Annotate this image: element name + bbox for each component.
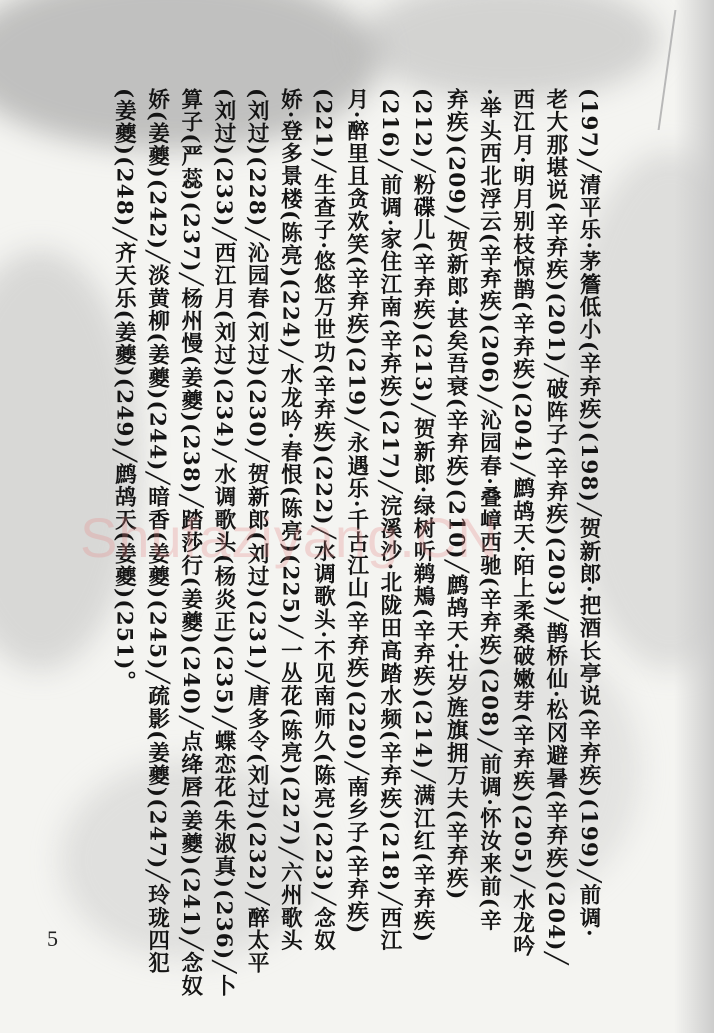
vertical-text-block — [111, 88, 605, 998]
text-column: 娇(姜夔)(242)╱淡黄柳(姜夔)(244)╱暗香(姜夔)(245)╱疏影(姜夔)(247)╱玲珑四犯 — [144, 88, 170, 975]
text-column: ·举头西北浮云(辛弃疾)(206)╱沁园春·叠嶂西驰(辛弃疾)(208)╱前调·怀汝来前(辛 — [476, 88, 502, 932]
text-column: (221)╱生查子·悠悠万世功(辛弃疾)(222)╱水调歌头·不见南师久(陈亮)(223)╱念奴 — [310, 88, 336, 952]
text-column: 西江月·明月别枝惊鹊(辛弃疾)(204)╱鹧鸪天·陌上柔桑破嫩芽(辛弃疾)(205)╱水龙吟 — [509, 88, 535, 958]
text-column: 月·醉里且贪欢笑(辛弃疾)(219)╱永遇乐·千古江山(辛弃疾)(220)╱南乡子(辛弃疾) — [343, 88, 369, 935]
text-column: (216)╱前调·家住江南(辛弃疾)(217)╱浣溪沙·北陇田高踏水频(辛弃疾)(218)╱西江 — [376, 88, 402, 952]
text-column: (212)╱粉碟儿(辛弃疾)(213)╱贺新郎·绿树听鹈鴂(辛弃疾)(214)╱满江红(辛弃疾) — [410, 88, 436, 944]
text-column: 算子(严蕊)(237)╱杨州慢(姜夔)(238)╱踏莎行(姜夔)(240)╱点绛唇(姜夔)(241)╱念奴 — [177, 88, 203, 998]
text-column: (姜夔)(248)╱齐天乐(姜夔)(249)╱鹧鸪天(姜夔)(251)。 — [111, 88, 137, 694]
text-column: 弃疾)(209)╱贺新郎·甚矣吾衰(辛弃疾)(210)╱鹧鸪天·壮岁旌旗拥万夫(辛弃疾) — [443, 88, 469, 901]
text-column: (刘过)(233)╱西江月(刘过)(234)╱水调歌头(杨炎正)(235)╱蝶恋花(朱淑真)(236)╱卜 — [210, 88, 236, 998]
scan-smudge — [360, 0, 660, 100]
watermark: Shufaziyang.CN — [80, 506, 499, 569]
text-column: (197)╱清平乐·茅簷低小(辛弃疾)(198)╱贺新郎·把酒长亭说(辛弃疾)(199)╱前调· — [576, 88, 601, 938]
text-column: (刘过)(228)╱沁园春(刘过)(230)╱贺新郎(刘过)(231)╱唐多令(刘过)(232)╱醉太平 — [244, 88, 270, 975]
text-column: 老大那堪说(辛弃疾)(201)╱破阵子(辛弃疾)(203)╱鹊桥仙·松冈避暑(辛弃疾)(204)╱ — [542, 88, 568, 966]
text-column: 娇·登多景楼(陈亮)(224)╱水龙吟·春恨(陈亮)(225)╱一丛花(陈亮)(227)╱六州歌头 — [277, 88, 303, 952]
page-edge-shadow — [674, 0, 714, 1033]
page-number: 5 — [47, 926, 58, 951]
